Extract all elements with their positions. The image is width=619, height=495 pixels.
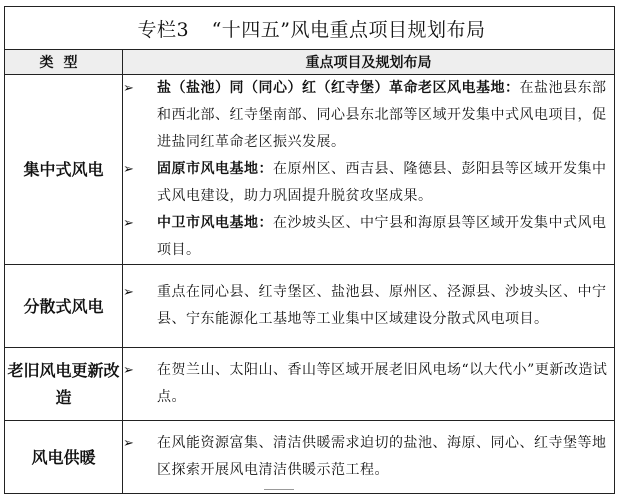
- type-cell: 老旧风电更新改造: [5, 348, 123, 421]
- content-cell: [123, 421, 615, 494]
- item-text: 重点在同心县、红寺堡区、盐池县、原州区、泾源县、沙坡头区、中宁县、宁东能源化工基地等工业集中区域建设分散式风电项目。: [157, 284, 607, 327]
- table-row-distributed: [5, 265, 615, 348]
- item-heading: 盐（盐池）同（同心）红（红寺堡）革命老区风电基地：: [157, 80, 520, 96]
- list-item: [123, 75, 614, 156]
- arrow-bullet-icon: ➢: [123, 216, 135, 231]
- list-item: [123, 156, 614, 210]
- content-cell: [123, 75, 615, 265]
- project-layout-table: [4, 6, 615, 494]
- type-cell: 风电供暖: [5, 421, 123, 494]
- table-title: [5, 7, 615, 50]
- page-edge-mark: [264, 489, 294, 490]
- item-text: 在风能资源富集、清洁供暖需求迫切的盐池、海原、同心、红寺堡等地区探索开展风电清洁供暖示范工程。: [157, 435, 607, 478]
- item-text: 在贺兰山、太阳山、香山等区域开展老旧风电场“以大代小”更新改造试点。: [157, 362, 608, 405]
- list-item: [123, 430, 614, 484]
- arrow-bullet-icon: ➢: [123, 436, 135, 451]
- column-number: 专栏3: [137, 18, 190, 41]
- type-cell: 分散式风电: [5, 265, 123, 348]
- content-cell: [123, 265, 615, 348]
- list-item: [123, 279, 614, 333]
- arrow-bullet-icon: ➢: [123, 285, 135, 300]
- arrow-bullet-icon: ➢: [123, 162, 135, 177]
- arrow-bullet-icon: ➢: [123, 363, 135, 378]
- content-cell: [123, 348, 615, 421]
- header-row: [5, 50, 615, 75]
- arrow-bullet-icon: ➢: [123, 81, 135, 96]
- table-row-heating: [5, 421, 615, 494]
- header-content: 重点项目及规划布局: [123, 50, 615, 75]
- list-item: [123, 210, 614, 264]
- item-heading: 固原市风电基地：: [157, 161, 273, 177]
- type-cell: 集中式风电: [5, 75, 123, 265]
- item-text: 在沙坡头区、中宁县和海原县等区域开发集中式风电项目。: [157, 215, 607, 258]
- title-text: “十四五”风电重点项目规划布局: [211, 18, 486, 41]
- list-item: [123, 357, 614, 411]
- table-row-renewal: [5, 348, 615, 421]
- item-heading: 中卫市风电基地：: [157, 215, 273, 231]
- item-text: 在盐池县东部和西北部、红寺堡南部、同心县东北部等区域开发集中式风电项目，促进盐同红革命老区振兴发展。: [157, 80, 607, 150]
- item-text: 在原州区、西吉县、隆德县、彭阳县等区域开发集中式风电建设，助力巩固提升脱贫攻坚成果。: [157, 161, 607, 204]
- header-type: 类型: [5, 50, 123, 75]
- table-row-centralized: [5, 75, 615, 265]
- title-row: [5, 7, 615, 50]
